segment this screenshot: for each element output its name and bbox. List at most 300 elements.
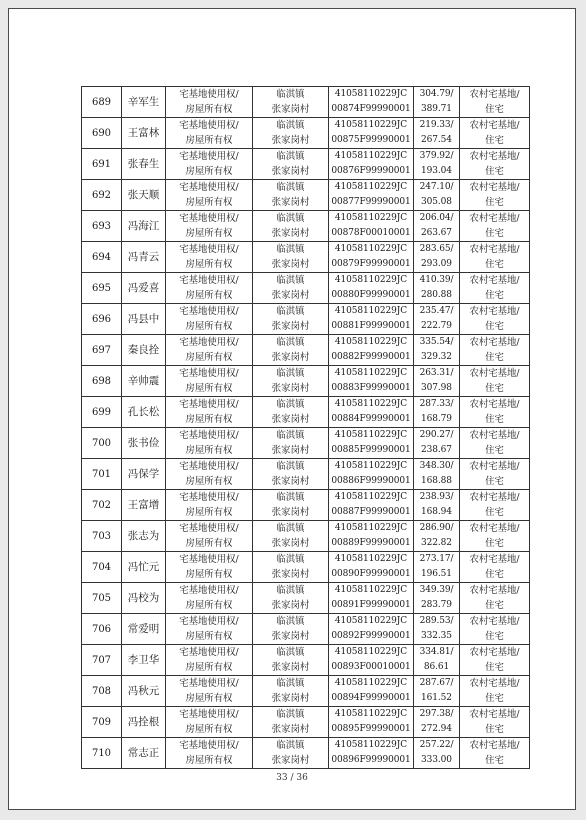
location [253, 149, 329, 180]
area [414, 614, 460, 645]
land-use-line1: 农村宅基地/ [469, 182, 520, 193]
unit-code [329, 180, 414, 211]
table-row [82, 366, 530, 397]
unit-code [329, 304, 414, 335]
right-type-line2: 房屋所有权 [185, 259, 233, 270]
owner-name: 冯秋元 [122, 676, 166, 707]
table-row [82, 118, 530, 149]
land-use-line1: 农村宅基地/ [469, 337, 520, 348]
area [414, 552, 460, 583]
land-use-line2: 住宅 [485, 104, 504, 115]
land-use [460, 304, 530, 335]
right-type-line1: 宅基地使用权/ [179, 461, 239, 472]
right-type [166, 428, 253, 459]
location [253, 521, 329, 552]
location-town: 临淇镇 [276, 461, 305, 472]
unit-code-line1: 41058110229JC [334, 368, 408, 378]
unit-code-line2: 00886F99990001 [331, 476, 411, 486]
right-type-line1: 宅基地使用权/ [179, 306, 239, 317]
right-type-line2: 房屋所有权 [185, 662, 233, 673]
owner-name: 王富增 [122, 490, 166, 521]
row-number: 690 [82, 118, 122, 149]
land-use-line2: 住宅 [485, 476, 504, 487]
unit-code-line1: 41058110229JC [334, 430, 408, 440]
area-line1: 206.04/ [419, 213, 454, 223]
table-row [82, 428, 530, 459]
land-use-line1: 农村宅基地/ [469, 213, 520, 224]
table-row [82, 521, 530, 552]
right-type [166, 397, 253, 428]
table-row [82, 211, 530, 242]
location-village: 张家岗村 [271, 476, 310, 487]
right-type-line1: 宅基地使用权/ [179, 585, 239, 596]
area-line1: 349.39/ [419, 585, 454, 595]
right-type-line1: 宅基地使用权/ [179, 368, 239, 379]
land-use [460, 273, 530, 304]
owner-name: 李卫华 [122, 645, 166, 676]
land-use-line2: 住宅 [485, 352, 504, 363]
unit-code-line1: 41058110229JC [334, 709, 408, 719]
area-line1: 257.22/ [419, 740, 454, 750]
unit-code-line1: 41058110229JC [334, 244, 408, 254]
table-row [82, 242, 530, 273]
location-village: 张家岗村 [271, 197, 310, 208]
area-line1: 334.81/ [419, 647, 454, 657]
unit-code-line1: 41058110229JC [334, 523, 408, 533]
land-use [460, 366, 530, 397]
land-use-line2: 住宅 [485, 290, 504, 301]
area [414, 211, 460, 242]
land-use-line1: 农村宅基地/ [469, 740, 520, 751]
location-village: 张家岗村 [271, 507, 310, 518]
right-type-line1: 宅基地使用权/ [179, 678, 239, 689]
location-town: 临淇镇 [276, 213, 305, 224]
right-type-line2: 房屋所有权 [185, 383, 233, 394]
land-use-line1: 农村宅基地/ [469, 151, 520, 162]
land-use-line1: 农村宅基地/ [469, 244, 520, 255]
unit-code-line2: 00896F99990001 [331, 755, 411, 765]
land-use-line1: 农村宅基地/ [469, 89, 520, 100]
right-type [166, 738, 253, 769]
area [414, 738, 460, 769]
right-type-line2: 房屋所有权 [185, 600, 233, 611]
right-type-line1: 宅基地使用权/ [179, 740, 239, 751]
land-use-line2: 住宅 [485, 321, 504, 332]
area-line2: 196.51 [421, 569, 452, 579]
location-town: 临淇镇 [276, 678, 305, 689]
unit-code [329, 428, 414, 459]
owner-name: 张书俭 [122, 428, 166, 459]
unit-code-line1: 41058110229JC [334, 740, 408, 750]
unit-code-line2: 00881F99990001 [331, 321, 411, 331]
table-row [82, 738, 530, 769]
right-type-line2: 房屋所有权 [185, 538, 233, 549]
location-village: 张家岗村 [271, 693, 310, 704]
area [414, 428, 460, 459]
right-type-line1: 宅基地使用权/ [179, 430, 239, 441]
unit-code [329, 366, 414, 397]
land-use [460, 87, 530, 118]
land-use-line2: 住宅 [485, 600, 504, 611]
right-type [166, 366, 253, 397]
unit-code-line1: 41058110229JC [334, 647, 408, 657]
unit-code-line1: 41058110229JC [334, 492, 408, 502]
unit-code-line2: 00878F00010001 [331, 228, 411, 238]
owner-name: 冯校为 [122, 583, 166, 614]
land-use-line1: 农村宅基地/ [469, 492, 520, 503]
row-number: 699 [82, 397, 122, 428]
unit-code-line2: 00892F99990001 [331, 631, 411, 641]
unit-code [329, 645, 414, 676]
unit-code-line2: 00874F99990001 [331, 104, 411, 114]
right-type-line2: 房屋所有权 [185, 352, 233, 363]
row-number: 694 [82, 242, 122, 273]
area-line1: 410.39/ [419, 275, 454, 285]
area-line2: 280.88 [421, 290, 452, 300]
land-use-line2: 住宅 [485, 259, 504, 270]
area-line2: 305.08 [421, 197, 452, 207]
location-village: 张家岗村 [271, 104, 310, 115]
area-line2: 322.82 [421, 538, 452, 548]
area-line2: 293.09 [421, 259, 452, 269]
right-type-line1: 宅基地使用权/ [179, 213, 239, 224]
land-use [460, 583, 530, 614]
unit-code [329, 149, 414, 180]
land-use [460, 242, 530, 273]
table-row [82, 645, 530, 676]
right-type-line2: 房屋所有权 [185, 476, 233, 487]
location [253, 428, 329, 459]
area-line2: 263.67 [421, 228, 452, 238]
location-town: 临淇镇 [276, 399, 305, 410]
area-line1: 335.54/ [419, 337, 454, 347]
unit-code [329, 521, 414, 552]
unit-code-line1: 41058110229JC [334, 554, 408, 564]
area [414, 273, 460, 304]
unit-code [329, 707, 414, 738]
right-type [166, 87, 253, 118]
land-use-line1: 农村宅基地/ [469, 709, 520, 720]
right-type-line2: 房屋所有权 [185, 290, 233, 301]
unit-code-line1: 41058110229JC [334, 585, 408, 595]
right-type-line1: 宅基地使用权/ [179, 244, 239, 255]
owner-name: 辛军生 [122, 87, 166, 118]
right-type [166, 149, 253, 180]
table-row [82, 583, 530, 614]
location-town: 临淇镇 [276, 306, 305, 317]
owner-name: 冯爱喜 [122, 273, 166, 304]
right-type-line1: 宅基地使用权/ [179, 89, 239, 100]
land-use-line1: 农村宅基地/ [469, 430, 520, 441]
area-line1: 348.30/ [419, 461, 454, 471]
right-type-line1: 宅基地使用权/ [179, 151, 239, 162]
location-town: 临淇镇 [276, 337, 305, 348]
location [253, 211, 329, 242]
land-use-line1: 农村宅基地/ [469, 399, 520, 410]
right-type-line1: 宅基地使用权/ [179, 647, 239, 658]
unit-code-line1: 41058110229JC [334, 151, 408, 161]
location [253, 490, 329, 521]
area [414, 645, 460, 676]
unit-code [329, 242, 414, 273]
land-use [460, 459, 530, 490]
location-village: 张家岗村 [271, 600, 310, 611]
area [414, 180, 460, 211]
unit-code-line1: 41058110229JC [334, 275, 408, 285]
right-type-line1: 宅基地使用权/ [179, 399, 239, 410]
unit-code [329, 397, 414, 428]
area-line2: 238.67 [421, 445, 452, 455]
land-use [460, 521, 530, 552]
area-line1: 238.93/ [419, 492, 454, 502]
right-type-line1: 宅基地使用权/ [179, 523, 239, 534]
location [253, 273, 329, 304]
right-type [166, 211, 253, 242]
land-use-line1: 农村宅基地/ [469, 678, 520, 689]
location [253, 583, 329, 614]
row-number: 698 [82, 366, 122, 397]
land-use-line2: 住宅 [485, 755, 504, 766]
right-type-line2: 房屋所有权 [185, 104, 233, 115]
right-type-line2: 房屋所有权 [185, 693, 233, 704]
area [414, 149, 460, 180]
land-use [460, 428, 530, 459]
location-town: 临淇镇 [276, 585, 305, 596]
location-town: 临淇镇 [276, 647, 305, 658]
land-use-line1: 农村宅基地/ [469, 461, 520, 472]
land-use-line2: 住宅 [485, 693, 504, 704]
unit-code [329, 87, 414, 118]
unit-code-line2: 00894F99990001 [331, 693, 411, 703]
location-town: 临淇镇 [276, 182, 305, 193]
area [414, 459, 460, 490]
unit-code-line1: 41058110229JC [334, 213, 408, 223]
land-use-line2: 住宅 [485, 724, 504, 735]
right-type-line1: 宅基地使用权/ [179, 120, 239, 131]
row-number: 696 [82, 304, 122, 335]
owner-name: 冯青云 [122, 242, 166, 273]
registration-table [81, 86, 530, 769]
land-use-line1: 农村宅基地/ [469, 554, 520, 565]
row-number: 710 [82, 738, 122, 769]
row-number: 700 [82, 428, 122, 459]
area [414, 707, 460, 738]
unit-code [329, 335, 414, 366]
land-use-line2: 住宅 [485, 414, 504, 425]
land-use-line1: 农村宅基地/ [469, 523, 520, 534]
row-number: 706 [82, 614, 122, 645]
unit-code-line1: 41058110229JC [334, 337, 408, 347]
owner-name: 冯忙元 [122, 552, 166, 583]
location [253, 180, 329, 211]
land-use-line2: 住宅 [485, 445, 504, 456]
land-use-line2: 住宅 [485, 569, 504, 580]
area-line1: 247.10/ [419, 182, 454, 192]
table-row [82, 490, 530, 521]
owner-name: 常爱明 [122, 614, 166, 645]
location [253, 87, 329, 118]
right-type-line1: 宅基地使用权/ [179, 709, 239, 720]
land-use [460, 335, 530, 366]
land-use [460, 552, 530, 583]
right-type [166, 707, 253, 738]
right-type-line2: 房屋所有权 [185, 321, 233, 332]
right-type [166, 242, 253, 273]
owner-name: 张春生 [122, 149, 166, 180]
location [253, 738, 329, 769]
table-row [82, 180, 530, 211]
area-line1: 263.31/ [419, 368, 454, 378]
location-town: 临淇镇 [276, 89, 305, 100]
unit-code [329, 459, 414, 490]
land-use [460, 397, 530, 428]
area [414, 87, 460, 118]
right-type [166, 676, 253, 707]
land-use-line2: 住宅 [485, 662, 504, 673]
location [253, 645, 329, 676]
area-line2: 168.94 [421, 507, 452, 517]
table-row [82, 459, 530, 490]
location [253, 304, 329, 335]
area-line2: 389.71 [421, 104, 452, 114]
land-use-line2: 住宅 [485, 538, 504, 549]
right-type [166, 273, 253, 304]
row-number: 693 [82, 211, 122, 242]
unit-code-line1: 41058110229JC [334, 306, 408, 316]
right-type [166, 490, 253, 521]
unit-code [329, 676, 414, 707]
right-type-line1: 宅基地使用权/ [179, 616, 239, 627]
area-line2: 168.79 [421, 414, 452, 424]
unit-code-line2: 00890F99990001 [331, 569, 411, 579]
area-line2: 329.32 [421, 352, 452, 362]
location-town: 临淇镇 [276, 368, 305, 379]
location-town: 临淇镇 [276, 244, 305, 255]
right-type-line2: 房屋所有权 [185, 228, 233, 239]
area-line1: 379.92/ [419, 151, 454, 161]
document-page [8, 8, 576, 810]
unit-code [329, 614, 414, 645]
location [253, 676, 329, 707]
right-type [166, 614, 253, 645]
owner-name: 张志为 [122, 521, 166, 552]
area [414, 242, 460, 273]
row-number: 697 [82, 335, 122, 366]
area [414, 490, 460, 521]
location-town: 临淇镇 [276, 151, 305, 162]
land-use [460, 490, 530, 521]
area-line1: 286.90/ [419, 523, 454, 533]
right-type [166, 645, 253, 676]
location-village: 张家岗村 [271, 228, 310, 239]
unit-code [329, 552, 414, 583]
right-type [166, 118, 253, 149]
area-line2: 307.98 [421, 383, 452, 393]
row-number: 704 [82, 552, 122, 583]
location-village: 张家岗村 [271, 414, 310, 425]
location-town: 临淇镇 [276, 616, 305, 627]
area [414, 335, 460, 366]
unit-code-line1: 41058110229JC [334, 616, 408, 626]
right-type-line2: 房屋所有权 [185, 445, 233, 456]
unit-code [329, 211, 414, 242]
right-type [166, 583, 253, 614]
right-type-line1: 宅基地使用权/ [179, 337, 239, 348]
table-row [82, 149, 530, 180]
row-number: 703 [82, 521, 122, 552]
unit-code-line2: 00879F99990001 [331, 259, 411, 269]
right-type-line1: 宅基地使用权/ [179, 492, 239, 503]
area-line1: 283.65/ [419, 244, 454, 254]
table-row [82, 397, 530, 428]
area-line1: 289.53/ [419, 616, 454, 626]
area-line2: 283.79 [421, 600, 452, 610]
land-use-line1: 农村宅基地/ [469, 647, 520, 658]
location-town: 临淇镇 [276, 554, 305, 565]
unit-code [329, 738, 414, 769]
land-use-line1: 农村宅基地/ [469, 616, 520, 627]
unit-code-line2: 00875F99990001 [331, 135, 411, 145]
row-number: 701 [82, 459, 122, 490]
land-use-line2: 住宅 [485, 166, 504, 177]
location [253, 614, 329, 645]
right-type-line2: 房屋所有权 [185, 631, 233, 642]
unit-code-line2: 00895F99990001 [331, 724, 411, 734]
unit-code-line1: 41058110229JC [334, 399, 408, 409]
land-use-line2: 住宅 [485, 507, 504, 518]
location-town: 临淇镇 [276, 120, 305, 131]
location-village: 张家岗村 [271, 538, 310, 549]
area-line2: 332.35 [421, 631, 452, 641]
location-village: 张家岗村 [271, 352, 310, 363]
page-number: 33 / 36 [276, 773, 308, 783]
location-village: 张家岗村 [271, 755, 310, 766]
area [414, 521, 460, 552]
land-use [460, 707, 530, 738]
location-town: 临淇镇 [276, 523, 305, 534]
location [253, 242, 329, 273]
location [253, 118, 329, 149]
location-village: 张家岗村 [271, 259, 310, 270]
area-line2: 267.54 [421, 135, 452, 145]
land-use [460, 614, 530, 645]
land-use [460, 211, 530, 242]
right-type [166, 335, 253, 366]
right-type-line2: 房屋所有权 [185, 724, 233, 735]
right-type [166, 459, 253, 490]
owner-name: 孔长松 [122, 397, 166, 428]
land-use-line2: 住宅 [485, 197, 504, 208]
land-use-line2: 住宅 [485, 383, 504, 394]
unit-code-line1: 41058110229JC [334, 120, 408, 130]
right-type-line2: 房屋所有权 [185, 197, 233, 208]
right-type-line1: 宅基地使用权/ [179, 182, 239, 193]
area-line2: 86.61 [423, 662, 450, 672]
area-line2: 333.00 [421, 755, 452, 765]
row-number: 705 [82, 583, 122, 614]
location-town: 临淇镇 [276, 275, 305, 286]
land-use-line1: 农村宅基地/ [469, 306, 520, 317]
location [253, 366, 329, 397]
owner-name: 辛帅震 [122, 366, 166, 397]
unit-code-line2: 00889F99990001 [331, 538, 411, 548]
row-number: 695 [82, 273, 122, 304]
unit-code [329, 490, 414, 521]
location [253, 335, 329, 366]
unit-code [329, 273, 414, 304]
unit-code-line2: 00884F99990001 [331, 414, 411, 424]
location-town: 临淇镇 [276, 740, 305, 751]
